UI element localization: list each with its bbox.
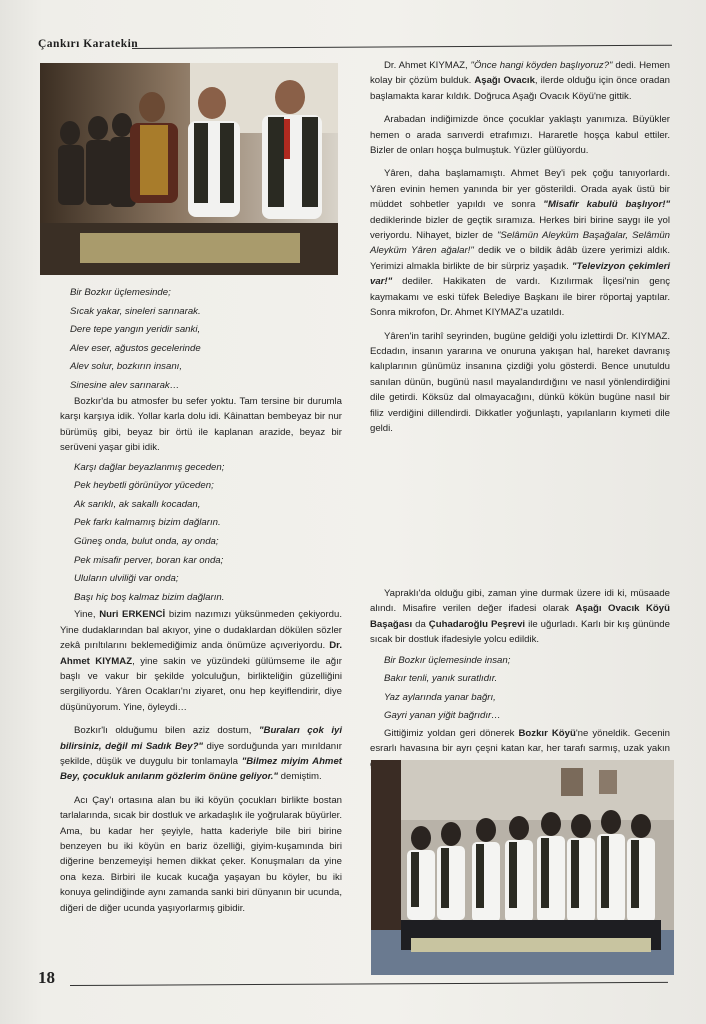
poem-line: Dere tepe yangın yeridir sanki, <box>70 324 201 336</box>
poem-line: Pek farkı kalmamış bizim dağların. <box>74 517 221 529</box>
text-run: dedi. Hemen kolay bir çözüm bulduk. <box>370 60 670 87</box>
quote: "Buraları çok iyi bilirsiniz, değil mi Sadık Bey?" <box>60 725 342 752</box>
name-nuri-erkenci: Nuri ERKENCİ <box>99 609 166 621</box>
quote: "Bilmez miyim Ahmet Bey, çocukluk anılarım gözlerim önüne geliyor." <box>60 756 342 783</box>
paragraph: Acı Çay'ı ortasına alan bu iki köyün çocukları birlikte bostan tarlalarında, sıcak bir dostluk ve arkadaşlık ile yoğrularak büyürler. Ama, bu kadar her şeyiyle, hatta kaderiyle bile biri birine benzeyen bu iki köyün en bariz özelliği, giyim-kuşamında biri diğerine benzemeyişi hemen dikkat çeker. Konuşmaları da yine ona keza. Birbiri ile kucak kucağa yaşayan bu köyler, bu iki konuya gelindiğinde aynı zamanda sanki biri dünyanın bir ucunda, diğeri de diğer ucunda yaşıyorlarmış gibidir. <box>60 794 342 914</box>
paragraph <box>370 166 670 320</box>
text-run: dediler. Hakikaten de vardı. Kızılırmak İlçesi'nin genç kaymakamı ve eski tüfek Belediye Başkanı ile birer röportaj yaptılar. Sonra mikrofon, Dr. Ahmet KIYMAZ'a uzatıldı. <box>370 276 670 319</box>
quote: "Televizyon çekimleri var!" <box>370 260 670 288</box>
poem-line: Bakır tenli, yanık suratlıdır. <box>384 673 498 685</box>
text-run: da <box>412 618 429 630</box>
quote: "Misafir kabulü başlıyor!" <box>543 199 670 211</box>
photo-group-young-men <box>371 760 674 975</box>
text-run: ile uğurladı. Karlı bir kış gününde sıcak bir dostluk ifadesiyle yolcu edildik. <box>370 618 670 646</box>
name-basagasi: Aşağı Ovacık Köyü Başağası <box>370 603 670 630</box>
text-run: bizim nazımızı yüksünmeden çekiyordu. Yine dudaklarından bal akıyor, yine o dudaklardan dökülen sözler zekâ pırıltılarını beklemediğimiz anda önümüze açıveriyordu. <box>60 609 343 652</box>
paragraph: Arabadan indiğimizde önce çocuklar yaklaştı yanımıza. Büyükler hemen o arada sarıverdi etrafımızı. Hararetle hoşça kabul ettiler. Bizler de onları hoşça bulmuştuk. Yüzler gülüyordu. <box>370 114 670 157</box>
quote: "Selâmün Aleyküm Başağalar, Selâmün Aleyküm Yâren ağalar!" <box>370 230 670 257</box>
poem-line: Başı hiç boş kalmaz bizim dağların. <box>74 591 225 603</box>
poem-line: Gayri yanan yiğit bağrıdır… <box>384 710 501 722</box>
paragraph <box>60 723 342 785</box>
poem-line: Sıcak yakar, sineleri sarınarak. <box>70 305 201 317</box>
place-asagi-ovacik: Aşağı Ovacık <box>474 75 535 87</box>
poem-line: Ak sarıklı, ak sakallı kocadan, <box>74 498 201 510</box>
right-column-text <box>370 58 670 436</box>
left-column-text <box>60 394 342 916</box>
photo-illustration <box>40 63 338 275</box>
paragraph: Bozkır'da bu atmosfer bu sefer yoktu. Tam tersine bir durumla karşı karşıya idik. Yollar karla dolu idi. Kâinattan bembeyaz bir nur bürümüş gibi, beyaz bir örtü ile kaplanan arazide, beyaz bir serüveni yaşar gibi idik. <box>60 396 342 454</box>
poem-line: Bir Bozkır üçlemesinde insan; <box>384 654 511 666</box>
paragraph <box>60 607 342 715</box>
poem-line: Alev eser, ağustos gecelerinde <box>70 342 201 354</box>
poem-line: Pek heybetli görünüyor yüceden; <box>74 480 214 492</box>
text-run: Yine, <box>74 609 100 621</box>
poem-line: Uluların ulviliği var onda; <box>74 573 179 585</box>
name-ahmet-kiymaz: Dr. Ahmet KIYMAZ <box>60 640 342 667</box>
text-run: Gittiğimiz yoldan geri dönerek <box>384 728 519 739</box>
page-number: 18 <box>38 968 55 987</box>
text-run: 'ne yöneldik. Gecenin esrarlı havasına bir ayrı çeşni katan kar, her tarafı sarmış, uzak yakın <box>370 728 670 755</box>
text-run: , yine sakin ve yüzündeki gülümseme ile ağır başlı ve vakur bir şekilde yolculuğun, birlikteliğin güzelliğini sergiliyordu. Yâren Ocakları'nı ziyaret, onu hep keyiflendirir, diye düşünüyorum. Yine, öyleydi… <box>60 655 343 713</box>
text-run: Dr. Ahmet KIYMAZ, <box>384 60 471 71</box>
text-run: Yâren, daha başlamamıştı. Ahmet Bey'i pek çoğu tanıyorlardı. Yâren evinin hemen yanında bir yer gösterildi. Orada ayak üstü bir müddet sohbetler yapıldı ve sonra <box>370 168 670 211</box>
text-run: diye sorduğunda yarı mırıldanır şekilde, düşük ve duygulu bir tonlamayla <box>60 740 342 768</box>
paragraph: Yâren'in tarihî seyrinden, bugüne geldiği yolu izlettirdi Dr. KIYMAZ. Ecdadın, insanın yararına ve onuruna yakışan hal, hareket davranış kalıplarının günümüz insanına çizdiği yolu gösterdi. Bence unutuldu sanılan dünün, bugünü nasıl mayalandırdığını ve nasıl yönlendirdiğini dile getirdi. Köksüz dal olmayacağını, dünkü kökün bugüne nasıl bir filiz verdiğini dillendirdi. Dikkatler yoğunlaştı, yapılanların kıymeti dile geldi. <box>370 330 670 434</box>
name-pesrev: Çuhadaroğlu Peşrevi <box>428 618 526 630</box>
poem-line: Yaz aylarında yanar bağrı, <box>384 691 496 703</box>
text-run: dediklerinde bizler de geçtik sıramıza. Herkes biri birine saygı ile yol veriyordu. Nihayet, bizler de <box>370 214 670 242</box>
paragraph <box>370 58 670 104</box>
quote: "Önce hangi köyden başlıyoruz?" <box>470 60 613 71</box>
poem-bozkir-1 <box>70 284 330 396</box>
poem-line: Pek misafir perver, boran kar onda; <box>74 554 224 566</box>
photo-seated-men-traditional-dress <box>40 63 338 275</box>
text-run: Bozkır'lı olduğumu bilen aziz dostum, <box>74 725 259 737</box>
text-run: Yapraklı'da olduğu gibi, zaman yine durmak üzere idi ki, müsaade alındı. Misafire verilen değer ifadesi olarak <box>370 588 670 615</box>
poem-line: Sinesine alev sarınarak… <box>70 379 180 391</box>
text-run: , ilerde olduğu için önce oradan başlamakta karar kıldık. Doğruca Aşağı Ovacık Köyü'ne gittik. <box>370 75 670 102</box>
photo-illustration <box>371 760 674 975</box>
poem-line: Alev solur, bozkırın insanı, <box>70 361 182 373</box>
text-run: demiştim. <box>277 771 322 783</box>
magazine-header-title: Çankırı Karatekin <box>38 38 139 50</box>
place-bozkir-koyu: Bozkır Köyü <box>518 728 576 739</box>
poem-line: Güneş onda, bulut onda, ay onda; <box>74 536 219 547</box>
text-run: dedik ve o bildik âdâb üzere yerimizi aldık. Yerimizi almakla birlikte de bir sürpriz yaşadık. <box>370 245 670 272</box>
poem-line: Karşı dağlar beyazlanmış geceden; <box>74 461 225 473</box>
poem-line: Bir Bozkır üçlemesinde; <box>70 287 171 298</box>
right-column-text-lower <box>370 586 670 772</box>
paragraph <box>370 586 670 648</box>
